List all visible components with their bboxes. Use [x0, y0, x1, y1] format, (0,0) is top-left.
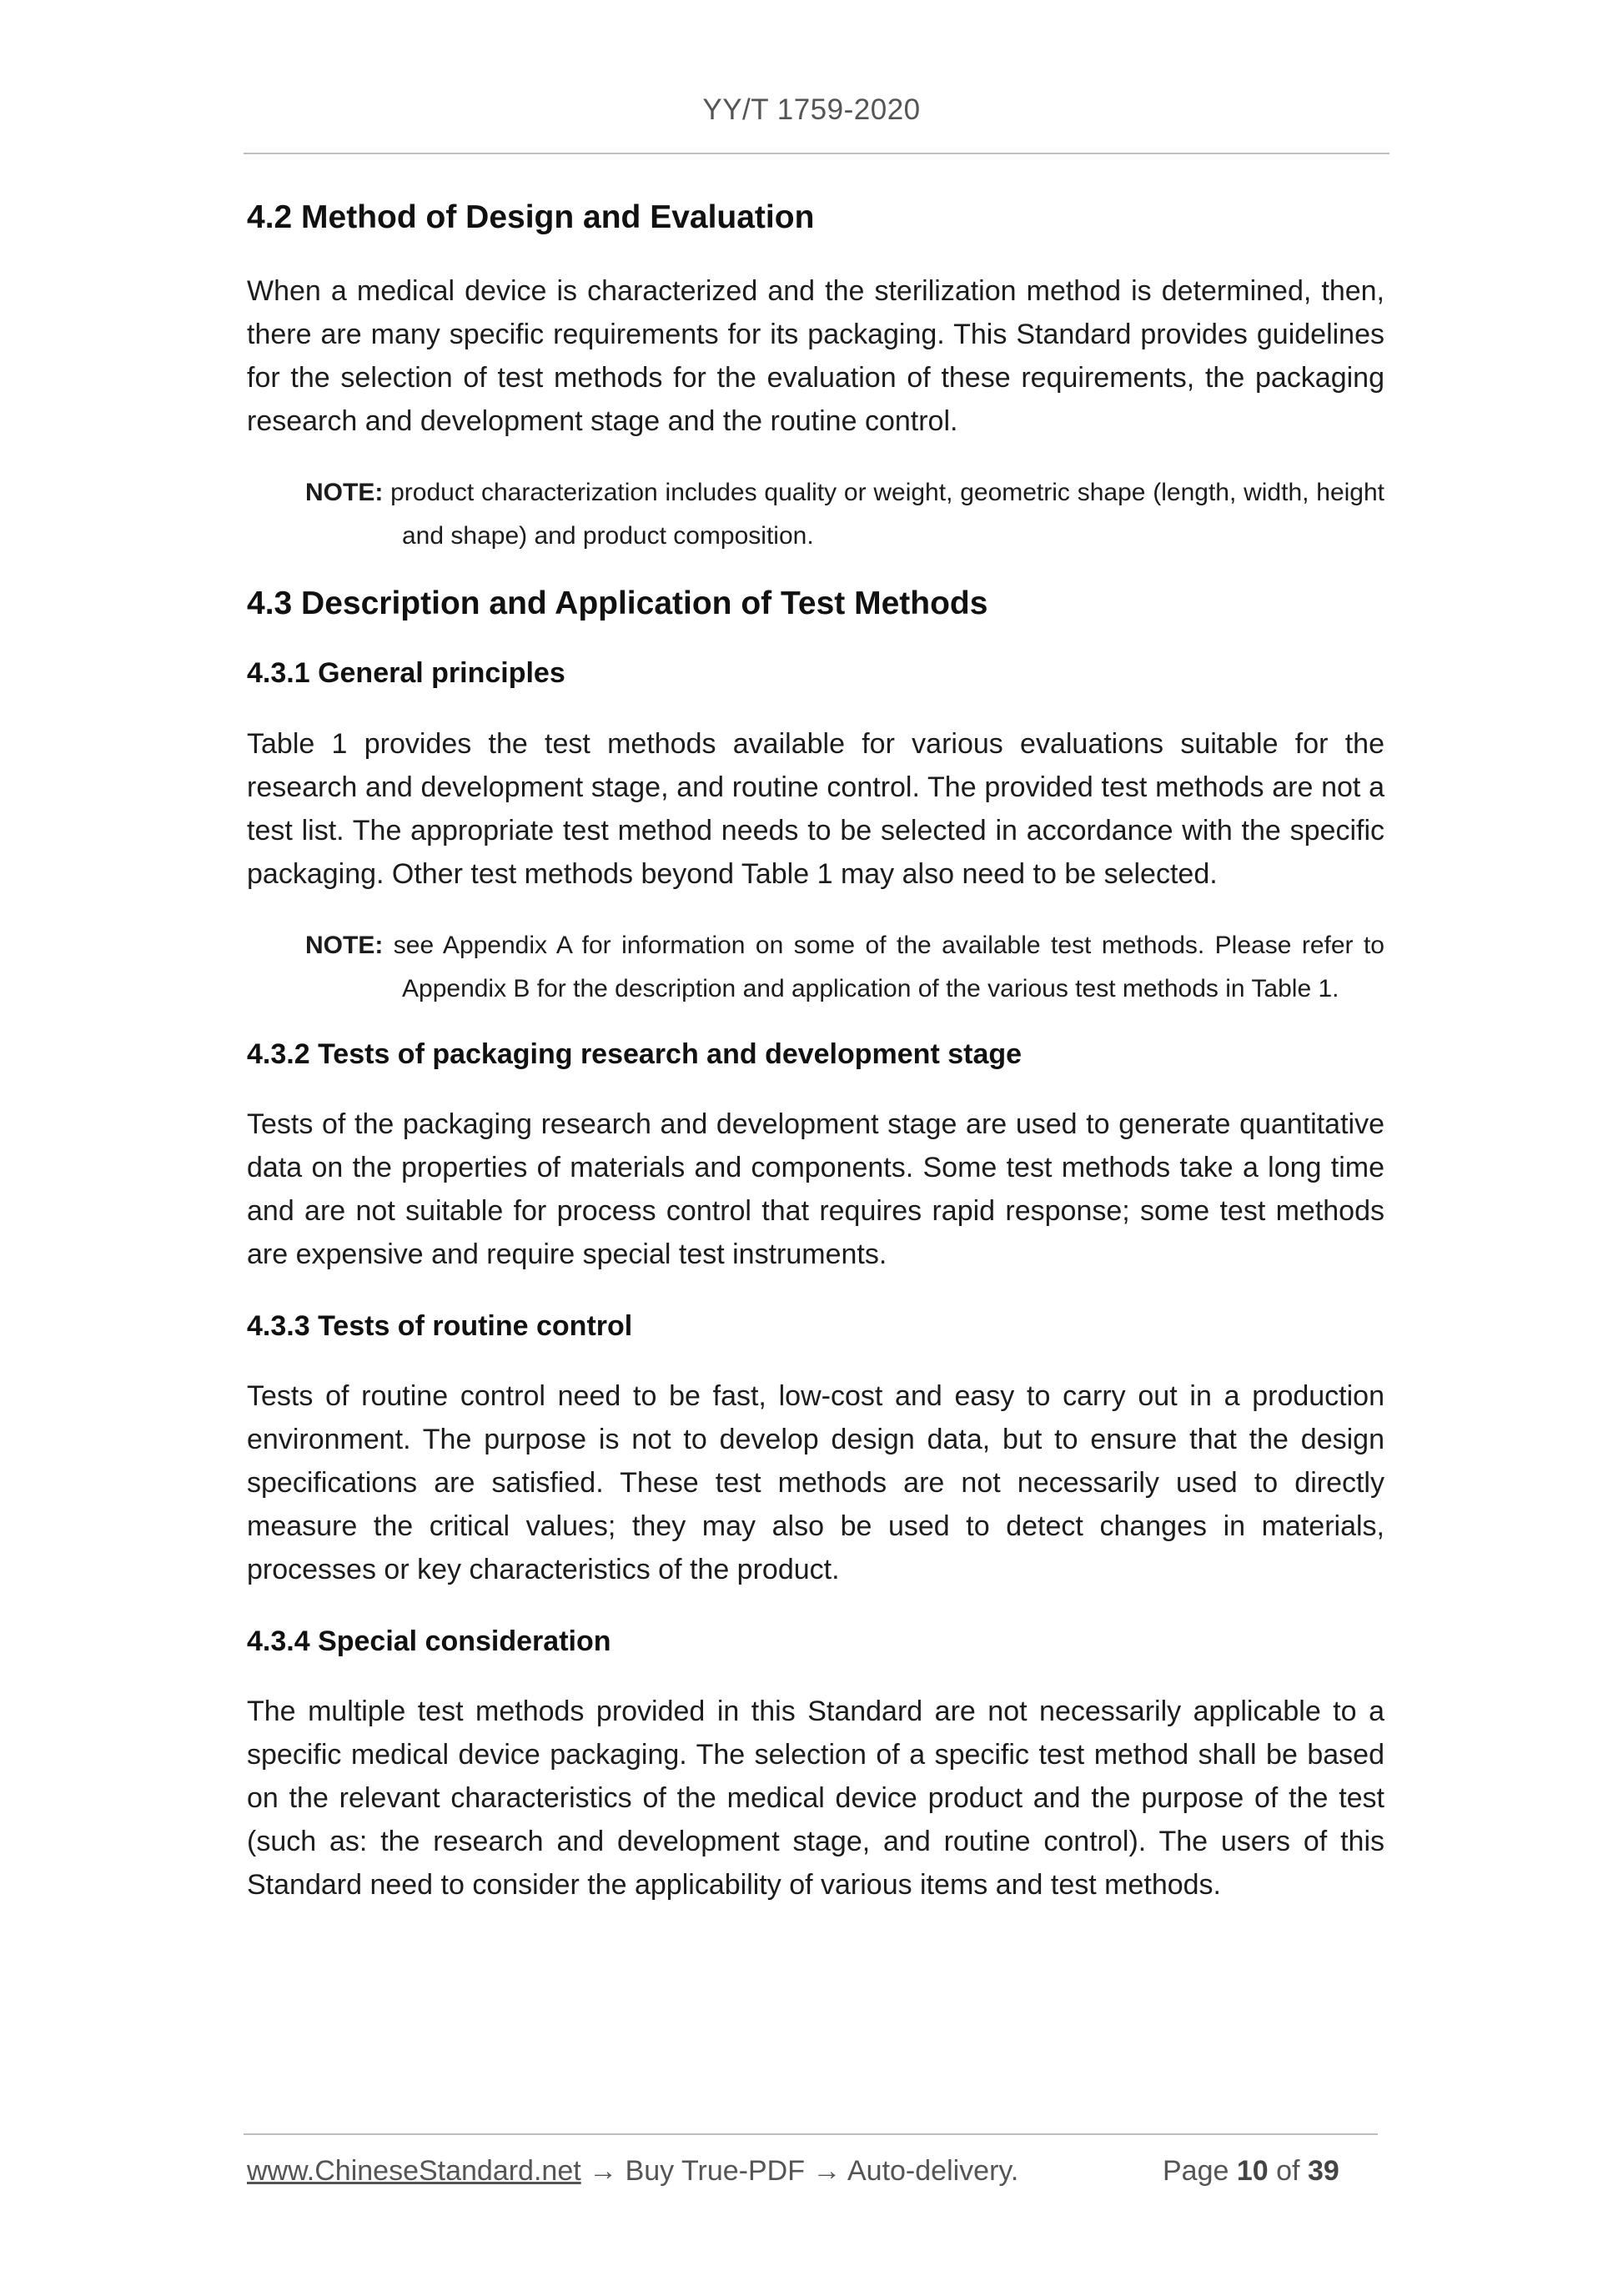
- footer-divider: [244, 2133, 1378, 2135]
- section-4-3-1-title: 4.3.1 General principles: [247, 657, 565, 690]
- footer-tagline: → Buy True-PDF → Auto-delivery.: [580, 2155, 1019, 2187]
- header-divider: [244, 153, 1389, 154]
- section-4-3-1-body: Table 1 provides the test methods available for various evaluations suitable for the research and development stage, and routine control. The provided test methods are not a test list. The appropriate test method needs to be selected in accordance with the specific packaging. Other test methods beyond Table 1 may also need to be selected.: [247, 727, 1384, 890]
- page-indicator: [1163, 2155, 1339, 2188]
- of-label: of: [1276, 2155, 1300, 2187]
- section-4-3-title: 4.3 Description and Application of Test Methods: [247, 585, 988, 621]
- section-4-3-3-title: 4.3.3 Tests of routine control: [247, 1309, 633, 1342]
- note-text: see Appendix A for information on some of the available test methods. Please refer to Appendix B for the description and application of the various test methods in Table 1.: [383, 931, 1384, 1002]
- section-4-2-body: When a medical device is characterized and the sterilization method is determined, then, there are many specific requirements for its packaging. This Standard provides guidelines for the selection of test methods for the evaluation of these requirements, the packaging research and development stage and the routine control.: [247, 274, 1384, 437]
- note-text: product characterization includes quality or weight, geometric shape (length, width, height and shape) and product composition.: [383, 478, 1384, 550]
- section-4-2-title: 4.2 Method of Design and Evaluation: [247, 199, 815, 235]
- page-number: 10: [1236, 2155, 1269, 2187]
- section-4-3-1-note: [305, 924, 1384, 1011]
- note-label: NOTE:: [305, 478, 384, 506]
- section-4-2-note: [305, 471, 1384, 558]
- page-footer: [247, 2155, 1384, 2188]
- section-4-3-4-body: The multiple test methods provided in this Standard are not necessarily applicable to a specific medical device packaging. The selection of a specific test method shall be based on the relevant characteristics of the medical device product and the purpose of the test (such as: the research and development stage, and routine control). The users of this Standard need to consider the applicability of various items and test methods.: [247, 1696, 1384, 1902]
- page-content: [247, 197, 1384, 1938]
- section-4-3-4-title: 4.3.4 Special consideration: [247, 1625, 611, 1657]
- note-label: NOTE:: [305, 931, 384, 959]
- section-4-3-3-body: Tests of routine control need to be fast, low-cost and easy to carry out in a production environment. The purpose is not to develop design data, but to ensure that the design specifications are satisfied. These test methods are not necessarily used to directly measure the critical values; they may also be used to detect changes in materials, processes or key characteristics of the product.: [247, 1379, 1384, 1585]
- page-total: 39: [1307, 2155, 1339, 2187]
- section-4-3-2-title: 4.3.2 Tests of packaging research and development stage: [247, 1037, 1023, 1070]
- document-code: YY/T 1759-2020: [702, 93, 921, 126]
- page-label: Page: [1163, 2155, 1229, 2187]
- section-4-3-2-body: Tests of the packaging research and development stage are used to generate quantitative data on the properties of materials and components. Some test methods take a long time and are not suitable for process control that requires rapid response; some test methods are expensive and require special test instruments.: [247, 1108, 1384, 1270]
- website-link[interactable]: www.ChineseStandard.net: [247, 2155, 581, 2187]
